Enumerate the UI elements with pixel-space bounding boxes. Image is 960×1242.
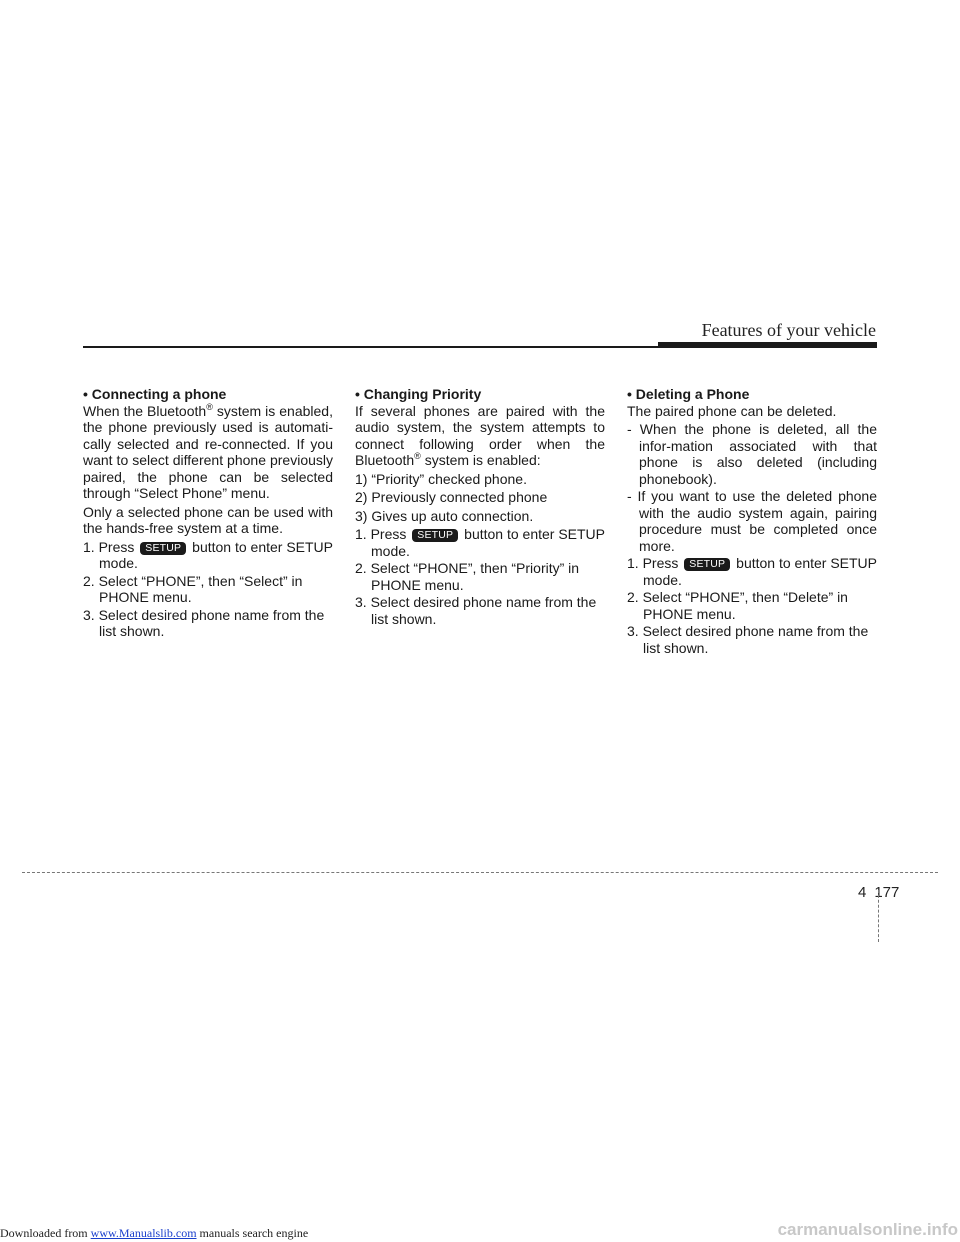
step-2: 2. Select “PHONE”, then “Delete” in PHONE menu.	[627, 589, 848, 622]
step-2: 2. Select “PHONE”, then “Priority” in PHONE menu.	[355, 560, 580, 593]
step-2: 2. Select “PHONE”, then “Select” in PHONE menu.	[83, 572, 303, 605]
column-connecting-phone	[83, 386, 333, 641]
note-paragraph: Only a selected phone can be used with the hands-free system at a time.	[83, 503, 333, 536]
heading-changing-priority: • Changing Priority	[355, 386, 482, 402]
intro-paragraph: When the Bluetooth® system is enabled, the phone previously used is automati-cally selected and re-connected. If you want to select different phone previously paired, the phone can be selected through “Select Phone” menu.	[83, 401, 333, 501]
dash-note-1: - When the phone is deleted, all the infor-mation associated with that phone is also deleted (including phonebook).	[627, 421, 877, 487]
setup-button-icon: SETUP	[684, 558, 730, 571]
list-item: 3) Gives up auto connection.	[355, 507, 534, 524]
heading-deleting-phone: • Deleting a Phone	[627, 386, 750, 402]
manualslib-link[interactable]: www.Manualslib.com	[90, 1226, 197, 1240]
header-tab-bar	[658, 342, 877, 348]
download-notice: Downloaded from www.Manualslib.com manuals search engine	[0, 1226, 309, 1240]
dash-note-2: - If you want to use the deleted phone with the audio system again, pairing procedure must be completed once more.	[627, 488, 877, 554]
intro-paragraph: The paired phone can be deleted.	[627, 402, 837, 419]
chapter-number: 4	[858, 884, 867, 901]
footer-vertical-rule	[878, 890, 879, 942]
section-title: Features of your vehicle	[701, 320, 876, 340]
page-number: 177	[874, 884, 900, 901]
step-1: 1. Press SETUP button to enter SETUP mode.	[355, 526, 605, 559]
step-1: 1. Press SETUP button to enter SETUP mode.	[627, 555, 877, 588]
step-3: 3. Select desired phone name from the list shown.	[355, 594, 597, 627]
step-1: 1. Press SETUP button to enter SETUP mode.	[83, 538, 333, 571]
step-3: 3. Select desired phone name from the list shown.	[83, 606, 325, 639]
setup-button-icon: SETUP	[412, 529, 458, 542]
intro-paragraph: If several phones are paired with the audio system, the system attempts to connect following order when the Bluetooth® system is enabled:	[355, 402, 605, 468]
setup-button-icon: SETUP	[140, 542, 186, 555]
watermark: carmanualsonline.info	[777, 1220, 958, 1239]
list-item: 1) “Priority” checked phone.	[355, 470, 527, 487]
column-changing-priority	[355, 386, 605, 628]
registered-mark: ®	[414, 451, 421, 461]
registered-mark: ®	[206, 401, 213, 412]
column-deleting-phone	[627, 386, 877, 657]
footer-rule	[22, 872, 938, 873]
heading-connecting-phone: • Connecting a phone	[83, 386, 227, 402]
list-item: 2) Previously connected phone	[355, 489, 548, 505]
step-3: 3. Select desired phone name from the list shown.	[627, 623, 869, 656]
